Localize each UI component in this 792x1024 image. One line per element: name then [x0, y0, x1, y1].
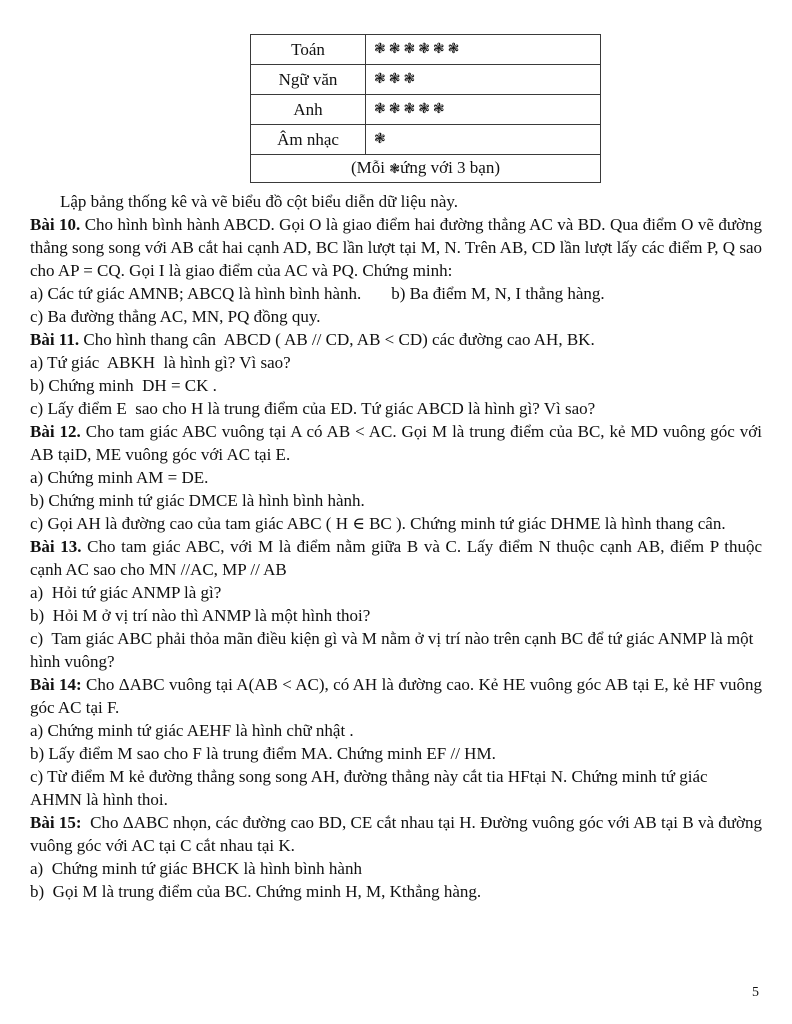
problem-15-item-a: a) Chứng minh tứ giác BHCK là hình bình hành [30, 859, 362, 878]
problem-12-item-a: a) Chứng minh AM = DE. [30, 468, 209, 487]
table-row [251, 95, 601, 125]
problem-11-item-b: b) Chứng minh DH = CK . [30, 376, 217, 395]
instruction-line: Lập bảng thống kê và vẽ biểu đồ cột biểu diễn dữ liệu này. [60, 192, 459, 211]
table-row [251, 125, 601, 155]
problem-14-item-a: a) Chứng minh tứ giác AEHF là hình chữ nhật . [30, 721, 354, 740]
problem-10-items-ab [30, 282, 762, 305]
problem-10-item-a: a) Các tứ giác AMNB; ABCQ là hình bình hành. [30, 284, 362, 303]
problem-10-intro: Cho hình bình hành ABCD. Gọi O là giao điểm hai đường thẳng AC và BD. Qua điểm O vẽ đường thẳng song song với AB cắt hai cạnh AD, BC lần lượt tại M, N. Trên AB, CD lần lượt lấy các điểm P, Q sao cho AP = CQ. Gọi I là giao điểm của AC và PQ. Chứng minh: [30, 215, 763, 280]
problem-14-item-c: c) Từ điểm M kẻ đường thẳng song song AH, đường thẳng này cắt tia HFtại N. Chứng minh tứ giác AHMN là hình thoi. [30, 767, 708, 809]
problem-13-item-c: c) Tam giác ABC phải thỏa mãn điều kiện gì và M nằm ở vị trí nào trên cạnh BC để tứ giác ANMP là một hình vuông? [30, 629, 758, 671]
table-row [251, 65, 601, 95]
problem-11-item-a: a) Tứ giác ABKH là hình gì? Vì sao? [30, 353, 291, 372]
pinwheel-symbols-cell: ❃ [366, 125, 601, 155]
pinwheel-icon: ❃ [389, 162, 401, 177]
problem-15-label: Bài 15: [30, 813, 82, 832]
problem-10-item-b: b) Ba điểm M, N, I thẳng hàng. [391, 284, 605, 303]
caption-cell [251, 155, 601, 183]
problem-13 [30, 535, 762, 581]
problem-12 [30, 420, 762, 466]
problem-10-item-c: c) Ba đường thẳng AC, MN, PQ đồng quy. [30, 307, 321, 326]
problem-10-label: Bài 10. [30, 215, 81, 234]
problem-11-label: Bài 11. [30, 330, 80, 349]
pinwheel-symbols-cell: ❃❃❃❃❃❃ [366, 35, 601, 65]
problem-14-label: Bài 14: [30, 675, 82, 694]
subject-cell: Toán [251, 35, 366, 65]
problem-10 [30, 213, 762, 282]
problem-14-item-b: b) Lấy điểm M sao cho F là trung điểm MA. Chứng minh EF // HM. [30, 744, 496, 763]
problem-15-intro: Cho ΔABC nhọn, các đường cao BD, CE cắt nhau tại H. Đường vuông góc với AB tại B và đường vuông góc với AC tại C cắt nhau tại K. [30, 813, 767, 855]
problem-12-intro: Cho tam giác ABC vuông tại A có AB < AC. Gọi M là trung điểm của BC, kẻ MD vuông góc với AB tạiD, ME vuông góc với AC tại E. [30, 422, 763, 464]
page-number: 5 [752, 985, 759, 1000]
problem-11 [30, 328, 762, 351]
problem-11-item-c: c) Lấy điểm E sao cho H là trung điểm của ED. Tứ giác ABCD là hình gì? Vì sao? [30, 399, 596, 418]
problem-11-intro: Cho hình thang cân ABCD ( AB // CD, AB < CD) các đường cao AH, BK. [83, 330, 595, 349]
problem-12-item-c: c) Gọi AH là đường cao của tam giác ABC ( H ∈ BC ). Chứng minh tứ giác DHME là hình thang cân. [30, 514, 726, 533]
problem-15 [30, 811, 767, 857]
problem-14 [30, 673, 762, 719]
caption-prefix: (Mỗi [350, 158, 390, 177]
problem-13-intro: Cho tam giác ABC, với M là điểm nằm giữa B và C. Lấy điểm N thuộc cạnh AB, điểm P thuộc cạnh AC sao cho MN //AC, MP // AB [30, 537, 763, 579]
pinwheel-symbols-cell: ❃❃❃❃❃ [366, 95, 601, 125]
problem-15-item-b: b) Gọi M là trung điểm của BC. Chứng minh H, M, Kthẳng hàng. [30, 882, 482, 901]
subject-cell: Âm nhạc [251, 125, 366, 155]
table-caption-row [251, 155, 601, 183]
problem-12-label: Bài 12. [30, 422, 81, 441]
pinwheel-symbols-cell: ❃❃❃ [366, 65, 601, 95]
subject-cell: Anh [251, 95, 366, 125]
subject-cell: Ngữ văn [251, 65, 366, 95]
problem-14-intro: Cho ΔABC vuông tại A(AB < AC), có AH là đường cao. Kẻ HE vuông góc AB tại E, kẻ HF vuông góc AC tại F. [30, 675, 763, 717]
problem-12-item-b: b) Chứng minh tứ giác DMCE là hình bình hành. [30, 491, 365, 510]
problem-13-item-b: b) Hỏi M ở vị trí nào thì ANMP là một hình thoi? [30, 606, 371, 625]
pictograph-table [250, 34, 601, 183]
problem-13-label: Bài 13. [30, 537, 82, 556]
table-row [251, 35, 601, 65]
caption-suffix: ứng với 3 bạn) [400, 158, 501, 177]
problem-13-item-a: a) Hỏi tứ giác ANMP là gì? [30, 583, 222, 602]
